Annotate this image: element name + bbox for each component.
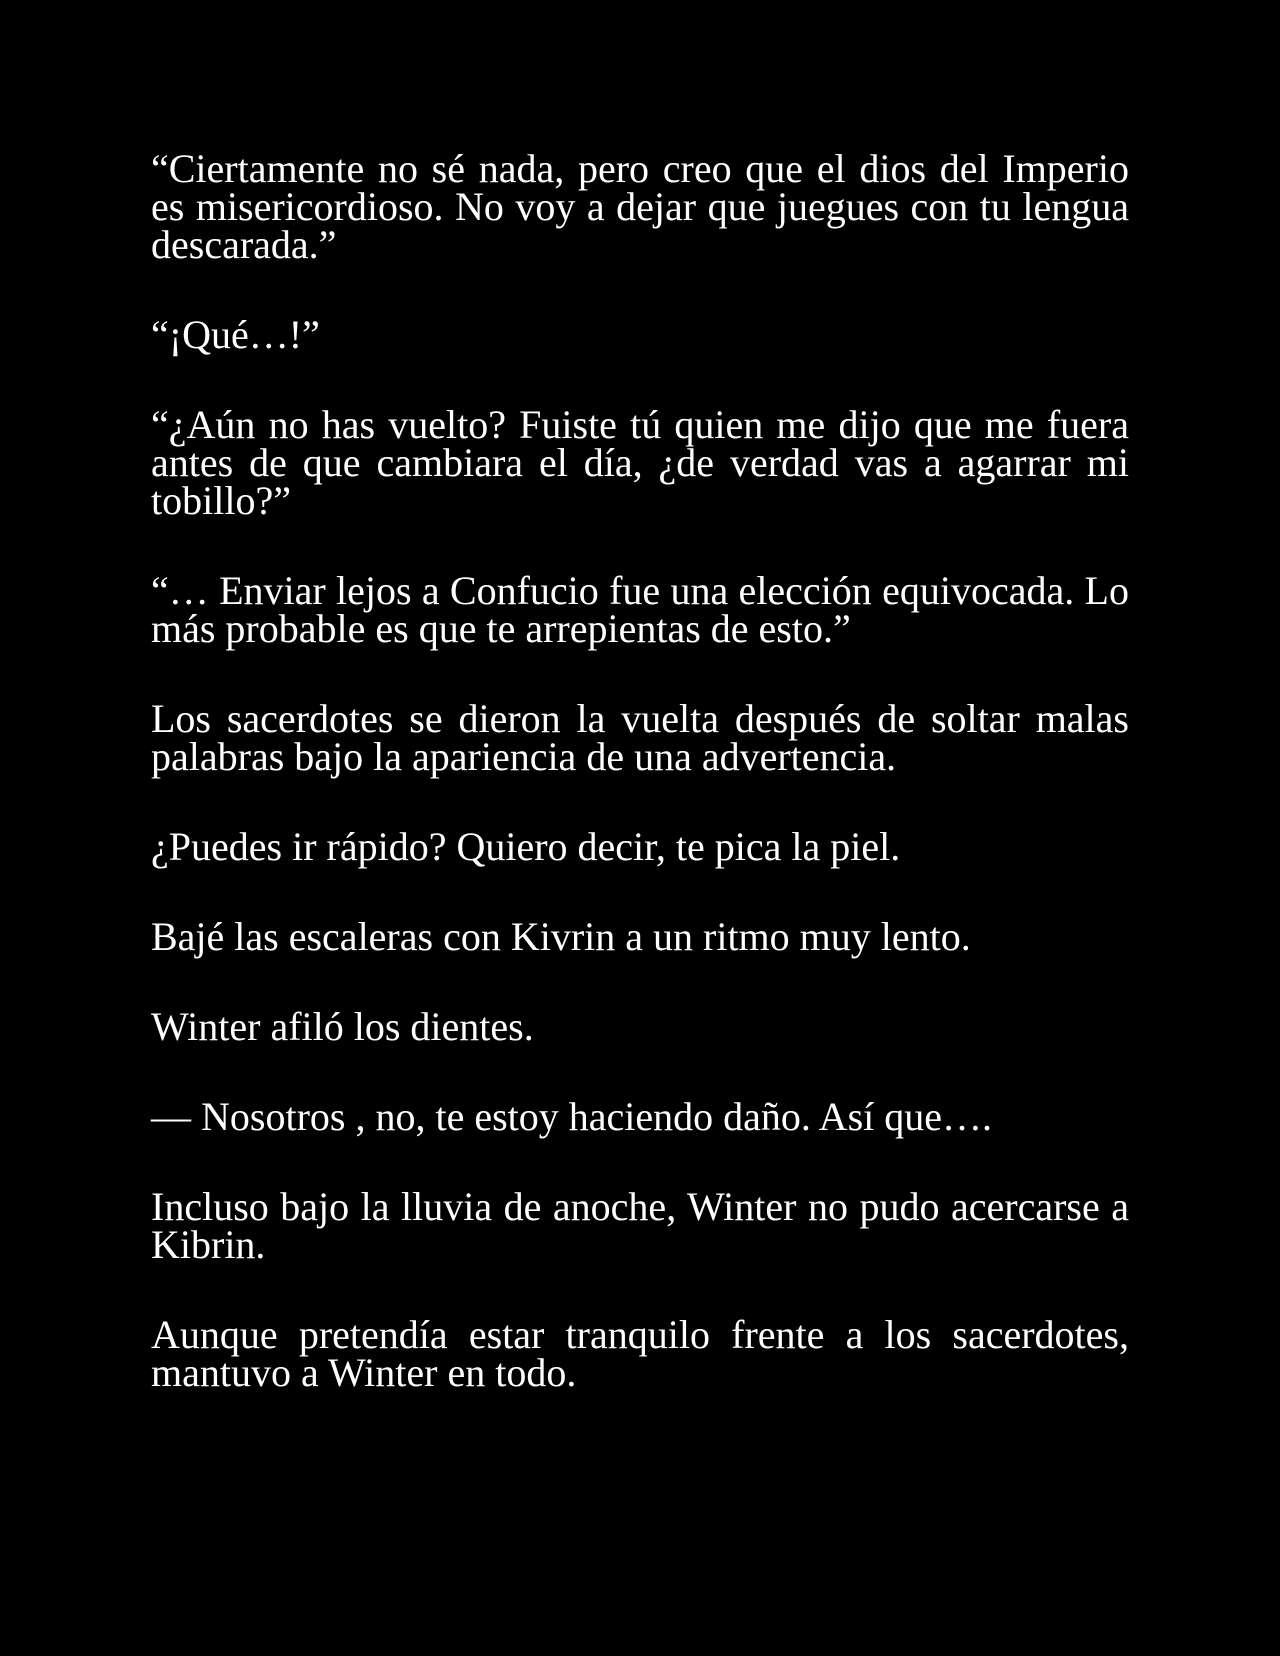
paragraph-6: ¿Puedes ir rápido? Quiero decir, te pica la piel. [151, 824, 901, 869]
paragraph-4: “… Enviar lejos a Confucio fue una elección equivocada. Lo más probable es que te arrepientas de esto.” [151, 568, 1129, 651]
paragraph-11: Aunque pretendía estar tranquilo frente a los sacerdotes, mantuvo a Winter en todo. [151, 1312, 1129, 1395]
paragraph-5: Los sacerdotes se dieron la vuelta después de soltar malas palabras bajo la apariencia de una advertencia. [151, 696, 1129, 779]
document-body [151, 146, 1129, 1395]
paragraph-3: “¿Aún no has vuelto? Fuiste tú quien me dijo que me fuera antes de que cambiara el día, ¿de verdad vas a agarrar mi tobillo?” [151, 402, 1129, 523]
paragraph-9: — Nosotros , no, te estoy haciendo daño. Así que…. [151, 1094, 992, 1139]
paragraph-8: Winter afiló los dientes. [151, 1004, 534, 1049]
paragraph-2: “¡Qué…!” [151, 312, 320, 357]
paragraph-1: “Ciertamente no sé nada, pero creo que el dios del Imperio es misericordioso. No voy a dejar que juegues con tu lengua descarada.” [151, 146, 1129, 267]
paragraph-10: Incluso bajo la lluvia de anoche, Winter no pudo acercarse a Kibrin. [151, 1184, 1129, 1267]
paragraph-7: Bajé las escaleras con Kivrin a un ritmo muy lento. [151, 914, 971, 959]
